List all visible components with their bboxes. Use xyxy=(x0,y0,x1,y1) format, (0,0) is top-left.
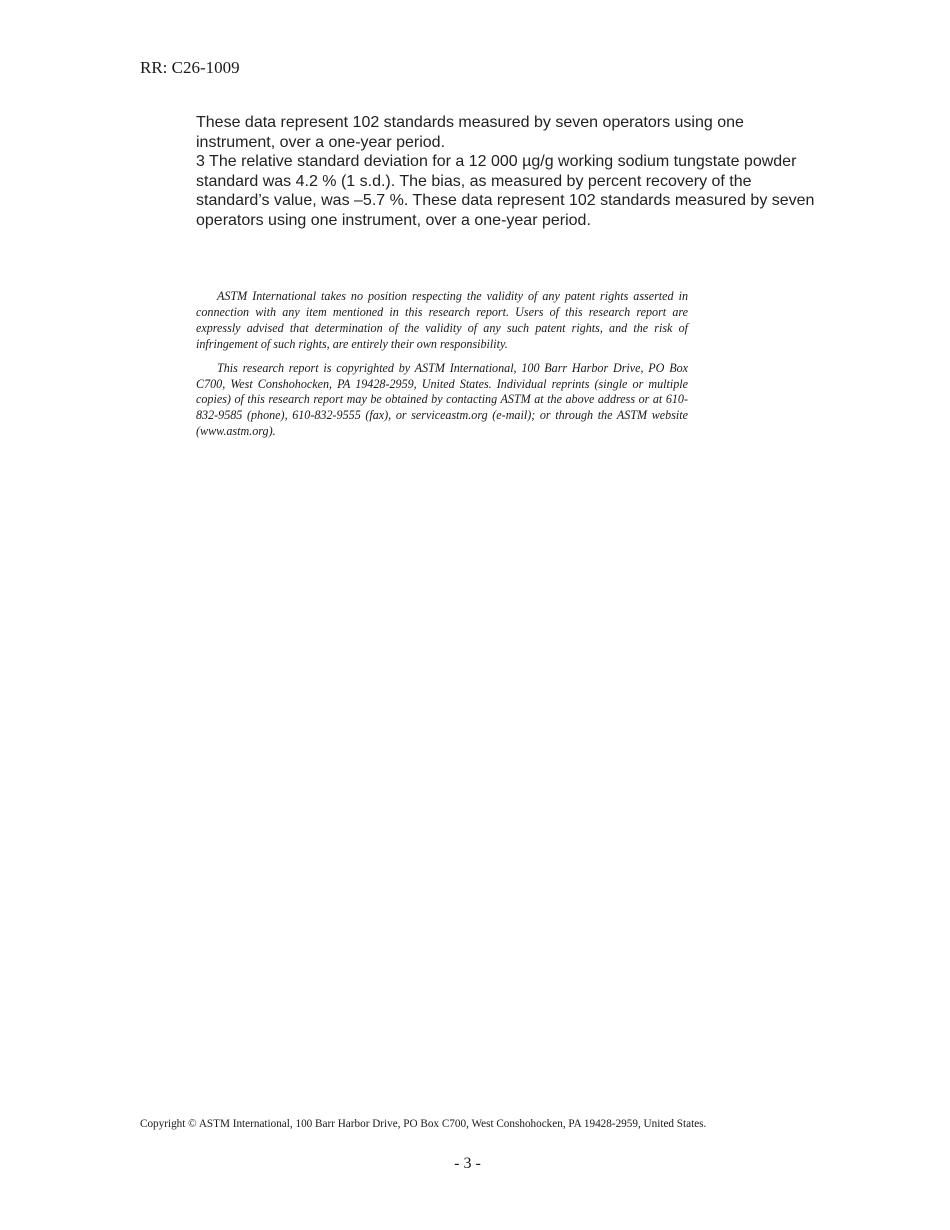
report-id-header: RR: C26-1009 xyxy=(140,58,240,77)
patent-notice: ASTM International takes no position respecting the validity of any patent rights asserted in connection with any item mentioned in this research report. Users of this research report are expressly advised that determination of the validity of any such patent rights, and the risk of infringement of such rights, are entirely their own responsibility. xyxy=(196,289,688,351)
body-paragraph-1: These data represent 102 standards measured by seven operators using one instrument, over a one-year period. xyxy=(196,114,744,151)
footer-copyright: Copyright © ASTM International, 100 Barr Harbor Drive, PO Box C700, West Conshohocken, PA 19428-2959, United States. xyxy=(140,1118,707,1130)
legal-notices xyxy=(196,289,688,448)
copyright-notice: This research report is copyrighted by ASTM International, 100 Barr Harbor Drive, PO Box C700, West Conshohocken, PA 19428-2959, United States. Individual reprints (single or multiple copies) of this research report may be obtained by contacting ASTM at the above address or at 610-832-9585 (phone), 610-832-9555 (fax), or serviceastm.org (e-mail); or through the ASTM website (www.astm.org). xyxy=(196,360,688,439)
body-text xyxy=(196,113,816,230)
body-paragraph-2: 3 The relative standard deviation for a 12 000 µg/g working sodium tungstate powder standard was 4.2 % (1 s.d.). The bias, as measured by percent recovery of the standard’s value, was –5.7 %. These data represent 102 standards measured by seven operators using one instrument, over a one-year period. xyxy=(196,153,815,229)
page-number: - 3 - xyxy=(454,1155,481,1172)
